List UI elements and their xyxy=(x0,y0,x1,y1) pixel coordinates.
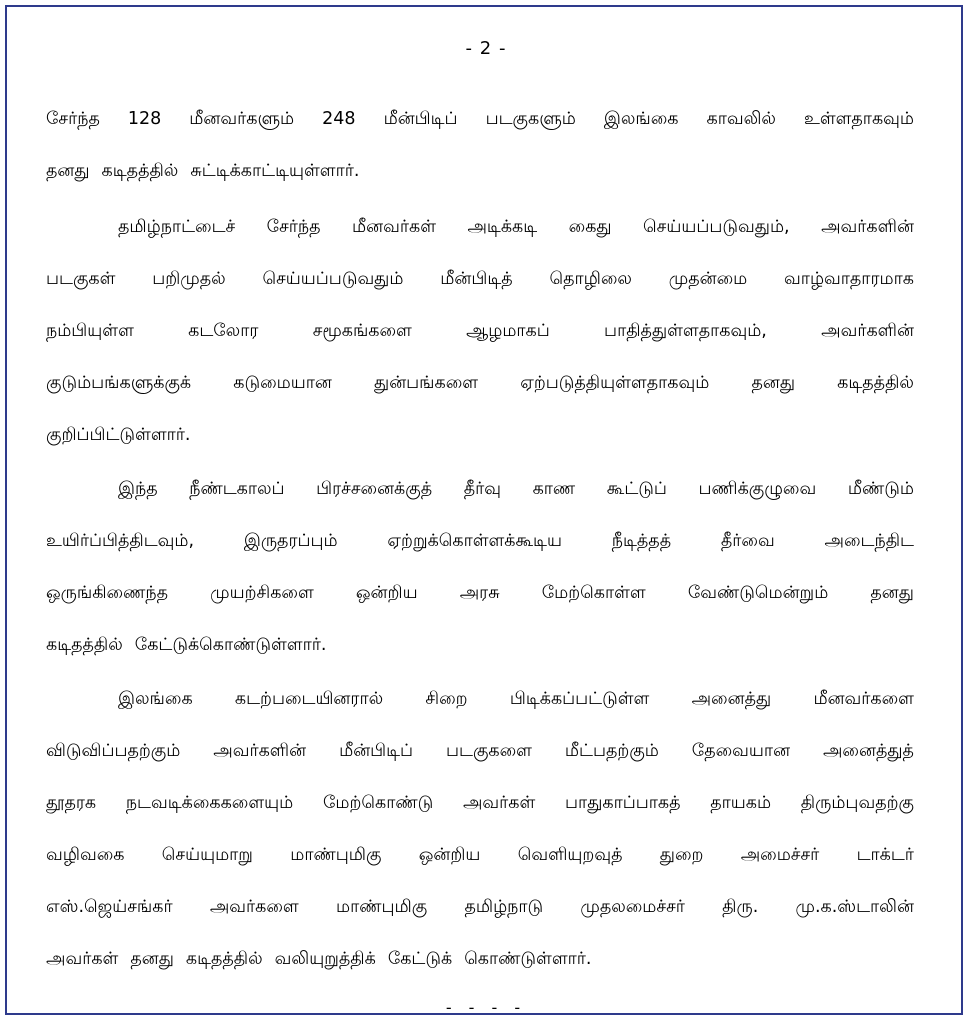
word: இலங்கை xyxy=(603,109,679,129)
word: மு.க.ஸ்டாலின் xyxy=(795,897,914,917)
word: முயற்சிகளை xyxy=(210,583,314,603)
word: தொழிலை xyxy=(549,269,632,289)
text-line xyxy=(46,368,914,398)
word: அவர்களின் xyxy=(213,741,307,761)
word: சேர்ந்த xyxy=(46,109,100,129)
word: செய்யப்படுவதும் xyxy=(262,269,404,289)
word: வேண்டுமென்றும் xyxy=(687,583,829,603)
word: சமூகங்களை xyxy=(312,321,412,341)
text-line xyxy=(46,104,914,134)
text-line xyxy=(46,630,914,660)
word: ஏற்றுக்கொள்ளக்கூடிய xyxy=(387,531,562,551)
word: ஏற்படுத்தியுள்ளதாகவும் xyxy=(520,373,710,393)
word: மீன்பிடித் xyxy=(440,269,513,289)
text-line xyxy=(118,474,914,504)
word: அவர்களை xyxy=(209,897,299,917)
word: படகுகளும் xyxy=(485,109,576,129)
word: மீனவர்களை xyxy=(813,689,914,709)
word: தமிழ்நாட்டைச் xyxy=(118,217,236,237)
end-mark: - - - - xyxy=(445,998,527,1017)
word: மீட்பதற்கும் xyxy=(564,741,659,761)
text-line xyxy=(46,420,914,450)
word: தனது xyxy=(751,373,795,393)
word: படகுகளை xyxy=(446,741,532,761)
word: மீண்டும் xyxy=(847,479,914,499)
word: பறிமுதல் xyxy=(152,269,226,289)
word: மீன்பிடிப் xyxy=(339,741,414,761)
word: மாண்புமிகு xyxy=(335,897,428,917)
word: குடும்பங்களுக்குக் xyxy=(46,373,192,393)
text-line xyxy=(118,684,914,714)
word: மேற்கொண்டு xyxy=(322,793,434,813)
word: கடலோர xyxy=(188,321,259,341)
word: குறிப்பிட்டுள்ளார். xyxy=(46,425,191,445)
page-number: - 2 - xyxy=(465,38,507,59)
word: விடுவிப்பதற்கும் xyxy=(46,741,181,761)
word: ஆழமாகப் xyxy=(466,321,550,341)
word: அடைந்திட xyxy=(824,531,914,551)
word: பாதித்துள்ளதாகவும், xyxy=(604,321,767,341)
word: எஸ்.ஜெய்சங்கர் xyxy=(46,897,173,917)
word: கடிதத்தில் xyxy=(837,373,914,393)
word: கடற்படையினரால் xyxy=(234,689,384,709)
word: மீனவர்கள் xyxy=(352,217,436,237)
word: அவர்களின் xyxy=(821,217,914,237)
word: தனது xyxy=(870,583,914,603)
word: ஒன்றிய xyxy=(418,845,481,865)
word: பிரச்சனைக்குத் xyxy=(316,479,433,499)
word: 128 xyxy=(127,109,162,129)
word: படகுகள் xyxy=(46,269,116,289)
word: வெளியுறவுத் xyxy=(517,845,623,865)
word: முதன்மை xyxy=(668,269,748,289)
word: தீர்வை xyxy=(720,531,775,551)
word: கடுமையான xyxy=(233,373,332,393)
word: ஒன்றிய xyxy=(355,583,418,603)
word: அவர்கள் xyxy=(462,793,536,813)
word: கேட்டுக் xyxy=(387,949,453,969)
word: பணிக்குழுவை xyxy=(698,479,817,499)
word: நடவடிக்கைகளையும் xyxy=(125,793,294,813)
word: அடிக்கடி xyxy=(467,217,538,237)
text-line xyxy=(46,264,914,294)
word: இலங்கை xyxy=(118,689,193,709)
word: வாழ்வாதாரமாக xyxy=(784,269,914,289)
word: தீர்வு xyxy=(463,479,501,499)
word: மாண்புமிகு xyxy=(290,845,382,865)
word: தாயகம் xyxy=(710,793,772,813)
word: அவர்களின் xyxy=(821,321,914,341)
word: கடிதத்தில் xyxy=(101,161,179,181)
text-line xyxy=(46,892,914,922)
word: செய்யப்படுவதும், xyxy=(643,217,790,237)
text-line xyxy=(46,526,914,556)
word: பிடிக்கப்பட்டுள்ள xyxy=(509,689,650,709)
word: தேவையான xyxy=(691,741,791,761)
word: மீனவர்களும் xyxy=(189,109,295,129)
word: நீண்டகாலப் xyxy=(189,479,285,499)
word: உள்ளதாகவும் xyxy=(803,109,914,129)
word: செய்யுமாறு xyxy=(161,845,253,865)
word: 248 xyxy=(322,109,356,129)
word: சேர்ந்த xyxy=(266,217,321,237)
text-line xyxy=(46,736,914,766)
word: சுட்டிக்காட்டியுள்ளார். xyxy=(190,161,360,181)
text-line xyxy=(46,788,914,818)
word: மேற்கொள்ள xyxy=(541,583,646,603)
word: வலியுறுத்திக் xyxy=(274,949,376,969)
text-line xyxy=(46,944,914,974)
word: கைது xyxy=(568,217,612,237)
word: இந்த xyxy=(118,479,158,499)
word: துன்பங்களை xyxy=(374,373,479,393)
word: தூதரக xyxy=(46,793,97,813)
word: வழிவகை xyxy=(46,845,125,865)
word: நீடித்தத் xyxy=(611,531,672,551)
word: அரசு xyxy=(459,583,500,603)
word: அனைத்துத் xyxy=(822,741,914,761)
word: கடிதத்தில் xyxy=(46,635,123,655)
word: அமைச்சர் xyxy=(740,845,820,865)
word: அனைத்து xyxy=(691,689,772,709)
word: கடிதத்தில் xyxy=(185,949,263,969)
text-line xyxy=(46,578,914,608)
word: திரு. xyxy=(722,897,759,917)
text-line xyxy=(46,316,914,346)
word: உயிர்ப்பித்திடவும், xyxy=(46,531,195,551)
text-line xyxy=(46,840,914,870)
word: தமிழ்நாடு xyxy=(464,897,544,917)
word: கூட்டுப் xyxy=(606,479,667,499)
word: டாக்டர் xyxy=(856,845,914,865)
word: ஒருங்கிணைந்த xyxy=(46,583,169,603)
text-line xyxy=(46,156,914,186)
word: திரும்புவதற்கு xyxy=(800,793,914,813)
word: கேட்டுக்கொண்டுள்ளார். xyxy=(134,635,327,655)
word: தனது xyxy=(130,949,174,969)
word: தனது xyxy=(46,161,90,181)
word: துறை xyxy=(659,845,704,865)
text-line xyxy=(118,212,914,242)
word: முதலமைச்சர் xyxy=(580,897,685,917)
word: மீன்பிடிப் xyxy=(383,109,458,129)
word: கொண்டுள்ளார். xyxy=(464,949,592,969)
word: சிறை xyxy=(425,689,468,709)
word: காண xyxy=(532,479,576,499)
word: பாதுகாப்பாகத் xyxy=(565,793,681,813)
word: இருதரப்பும் xyxy=(243,531,338,551)
word: காவலில் xyxy=(706,109,776,129)
word: நம்பியுள்ள xyxy=(46,321,134,341)
word: அவர்கள் xyxy=(46,949,119,969)
